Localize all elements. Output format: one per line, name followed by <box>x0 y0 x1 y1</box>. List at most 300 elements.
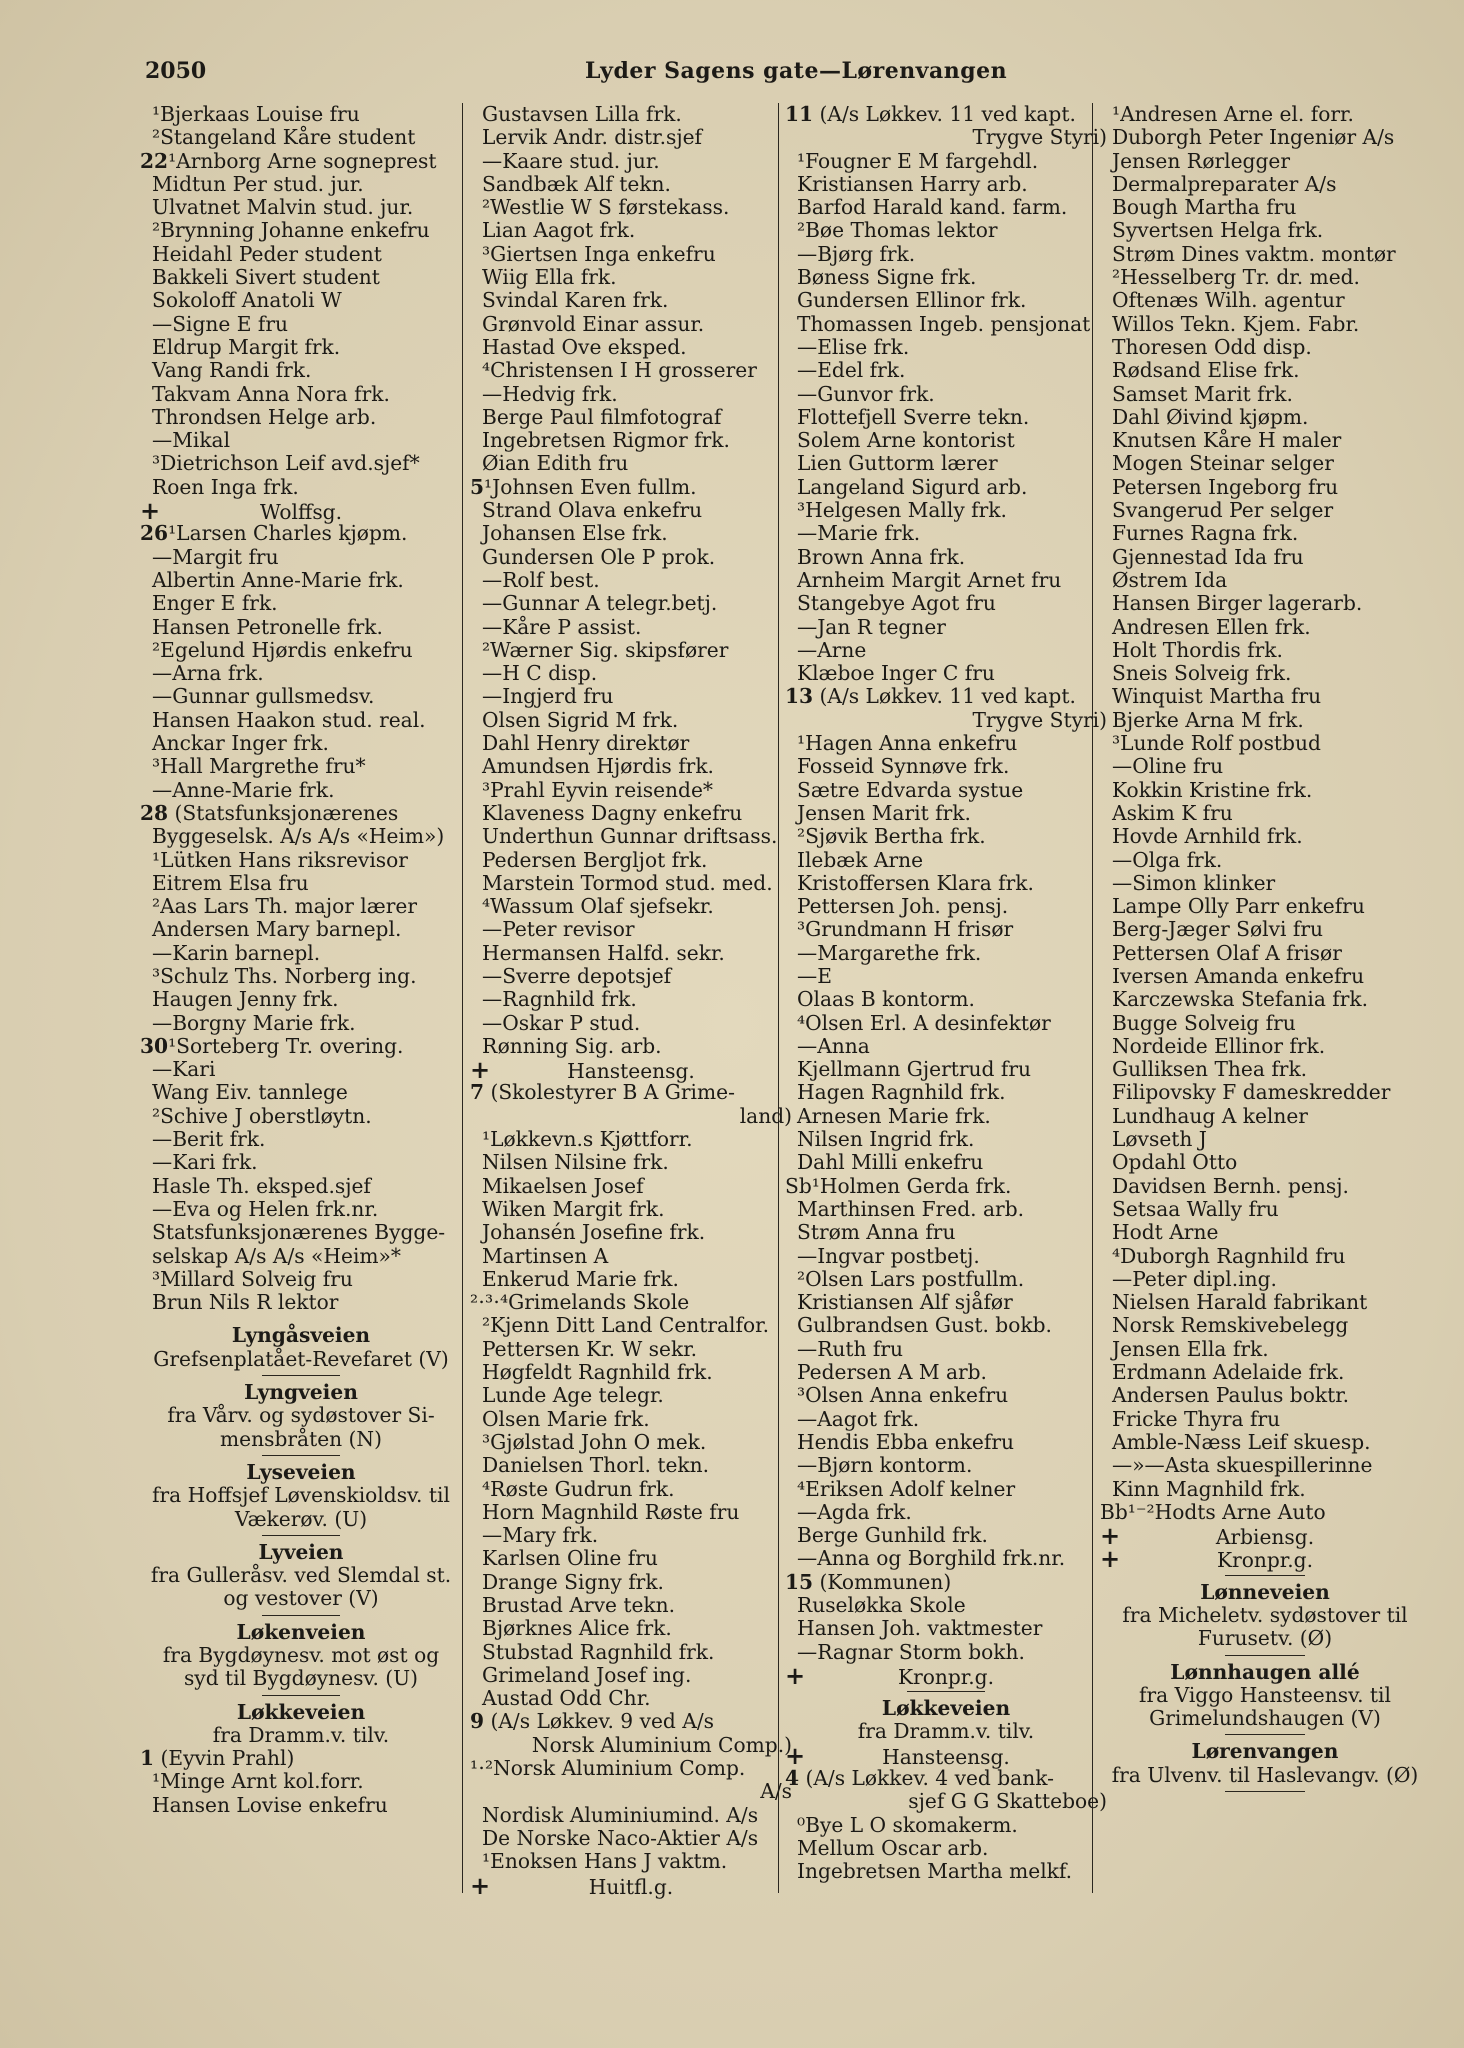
resident-entry: ⁴Christensen I H grosserer <box>482 358 757 383</box>
resident-entry: Berge Paul filmfotograf <box>482 404 722 429</box>
resident-entry: Ruseløkka Skole <box>797 1593 966 1617</box>
resident-entry: —Bjørn kontorm. <box>797 1453 973 1478</box>
resident-entry: —Arne <box>797 637 867 662</box>
resident-entry: Klæboe Inger C fru <box>797 661 995 686</box>
resident-entry: Kjellmann Gjertrud fru <box>797 1057 1032 1082</box>
resident-entry: —H C disp. <box>482 661 598 686</box>
entry-continuation: Trygve Styri) <box>972 707 1107 732</box>
building-number: 28 <box>140 800 169 825</box>
resident-entry: ⁴Duborgh Ragnhild fru <box>1112 1243 1346 1268</box>
resident-entry: Throndsen Helge arb. <box>152 404 377 429</box>
resident-entry: ³Millard Solveig fru <box>152 1266 353 1291</box>
resident-entry: Holt Thordis frk. <box>1112 637 1283 662</box>
resident-entry: Roen Inga frk. <box>152 474 299 499</box>
resident-entry: —»—Asta skuespillerinne <box>1112 1453 1373 1478</box>
resident-entry: Jensen Marit frk. <box>797 800 971 825</box>
resident-entry: Gulbrandsen Gust. bokb. <box>797 1313 1052 1338</box>
building-number-entry: 11 (A/s Løkkev. 11 ved kapt. <box>785 102 1076 126</box>
resident-entry: Kokkin Kristine frk. <box>1112 777 1313 802</box>
resident-entry: Davidsen Bernh. pensj. <box>1112 1173 1349 1198</box>
cross-icon: + <box>785 1660 806 1690</box>
resident-entry: ³Helgesen Mally frk. <box>797 498 1007 523</box>
resident-entry: Wiig Ella frk. <box>482 265 617 290</box>
resident-entry: Jensen Ella frk. <box>1112 1336 1269 1361</box>
resident-entry: Johansén Josefine frk. <box>482 1220 706 1245</box>
resident-entry: —Signe E fru <box>152 311 289 336</box>
resident-entry: Nordeide Ellinor frk. <box>1112 1033 1326 1058</box>
resident-entry: Bjørknes Alice frk. <box>482 1616 672 1641</box>
resident-entry: —Simon klinker <box>1112 870 1276 895</box>
resident-entry: —Borgny Marie frk. <box>152 1010 356 1035</box>
resident-entry: —Mary frk. <box>482 1523 599 1548</box>
resident-entry: Amble-Næss Leif skuesp. <box>1112 1429 1371 1454</box>
resident-entry: —Kari <box>152 1057 216 1082</box>
resident-entry: Eldrup Margit frk. <box>152 334 341 359</box>
resident-entry: Stangebye Agot fru <box>797 591 996 616</box>
street-description: Grefsenplatået-Revefaret (V) <box>153 1346 449 1371</box>
street-description: fra Dramm.v. tilv. <box>857 1719 1035 1744</box>
street-heading: Løkenveien <box>236 1619 366 1644</box>
resident-entry: Hovde Arnhild frk. <box>1112 824 1303 849</box>
building-number-entry: 26¹Larsen Charles kjøpm. <box>140 521 408 546</box>
resident-entry: Pettersen Kr. W sekr. <box>482 1336 698 1361</box>
street-heading: Løkkeveien <box>881 1696 1011 1721</box>
resident-entry: Setsaa Wally fru <box>1112 1196 1279 1221</box>
building-number-entry: 15 (Kommunen) <box>785 1569 952 1594</box>
resident-entry: Thomassen Ingeb. pensjonat <box>797 311 1091 336</box>
resident-entry: Petersen Ingeborg fru <box>1112 474 1339 499</box>
resident-entry: Solem Arne kontorist <box>797 428 1015 453</box>
resident-entry: selskap A/s A/s «Heim»* <box>152 1243 401 1268</box>
resident-entry: Byggeselsk. A/s A/s «Heim») <box>152 824 445 849</box>
resident-entry: Karlsen Oline fru <box>482 1546 658 1571</box>
resident-entry: ¹Enoksen Hans J vaktm. <box>482 1849 728 1874</box>
section-divider <box>140 1371 462 1381</box>
resident-entry: Rødsand Elise frk. <box>1112 358 1300 383</box>
resident-entry: —Gunnar A telegr.betj. <box>482 591 718 616</box>
resident-entry: Winquist Martha fru <box>1112 684 1322 709</box>
resident-entry: Pedersen Bergljot frk. <box>482 847 708 872</box>
resident-entry: ³Dietrichson Leif avd.sjef* <box>152 451 420 476</box>
building-number-entry: 28 (Statsfunksjonærenes <box>140 800 399 825</box>
cross-street-name: Huitfl.g. <box>588 1874 674 1899</box>
resident-entry: Lian Aagot frk. <box>482 218 636 243</box>
resident-entry: ⁴Olsen Erl. A desinfektør <box>797 1010 1051 1035</box>
resident-entry: Vang Randi frk. <box>152 358 312 383</box>
building-number-entry: 13 (A/s Løkkev. 11 ved kapt. <box>785 684 1076 709</box>
resident-entry: Løvseth J <box>1112 1127 1207 1152</box>
street-description: fra Dramm.v. tilv. <box>212 1722 390 1747</box>
street-heading: Lyngveien <box>244 1380 358 1405</box>
street-heading: Lyseveien <box>246 1459 356 1484</box>
resident-entry: Danielsen Thorl. tekn. <box>482 1453 710 1478</box>
resident-entry: ¹Løkkevn.s Kjøttforr. <box>482 1127 693 1152</box>
resident-entry: ²Stangeland Kåre student <box>152 125 416 150</box>
column-2 <box>470 102 792 1900</box>
cross-street-name: Kronpr.g. <box>1217 1548 1313 1573</box>
resident-entry: ²Westlie W S førstekass. <box>482 195 730 220</box>
resident-entry: ²Bøe Thomas lektor <box>797 218 998 243</box>
resident-entry: Enger E frk. <box>152 591 278 616</box>
resident-entry: ¹Hagen Anna enkefru <box>797 731 1018 756</box>
cross-street-name: Wolffsg. <box>259 500 343 525</box>
resident-entry: Arnesen Marie frk. <box>797 1103 991 1128</box>
resident-entry: Albertin Anne-Marie frk. <box>152 567 404 592</box>
cross-street <box>785 1660 1107 1690</box>
resident-entry: —Rolf best. <box>482 567 600 592</box>
resident-entry: —Aagot frk. <box>797 1406 920 1431</box>
resident-entry: Marstein Tormod stud. med. <box>482 870 773 895</box>
section-divider <box>140 1611 462 1621</box>
resident-entry: Øian Edith fru <box>482 451 629 476</box>
building-number-entry: 7 (Skolestyrer B A Grime- <box>470 1080 735 1105</box>
resident-entry: Lampe Olly Parr enkefru <box>1112 894 1365 919</box>
resident-entry: Hendis Ebba enkefru <box>797 1429 1014 1454</box>
column-3 <box>785 103 1107 1884</box>
cross-icon: + <box>1100 1544 1121 1574</box>
resident-entry: Hasle Th. eksped.sjef <box>152 1173 371 1198</box>
resident-entry: Brown Anna frk. <box>797 544 966 569</box>
entry-continuation: sjef G G Skatteboe) <box>908 1789 1107 1814</box>
resident-entry: Iversen Amanda enkefru <box>1112 963 1365 988</box>
resident-entry: —Oline fru <box>1112 754 1224 779</box>
resident-entry: Andresen Ellen frk. <box>1112 614 1311 639</box>
resident-entry: —Mikal <box>152 428 231 453</box>
resident-entry: Olsen Marie frk. <box>482 1406 650 1431</box>
resident-entry: Klaveness Dagny enkefru <box>482 800 743 825</box>
resident-entry: ¹Andresen Arne el. forr. <box>1112 102 1354 126</box>
resident-entry: Bøness Signe frk. <box>797 265 977 290</box>
resident-entry: Jensen Rørlegger <box>1112 148 1290 173</box>
resident-entry: Strøm Dines vaktm. montør <box>1112 241 1396 266</box>
resident-entry: Gulliksen Thea frk. <box>1112 1057 1308 1082</box>
resident-entry: —Oskar P stud. <box>482 1010 641 1035</box>
building-number: 7 <box>470 1080 485 1105</box>
resident-entry: —Elise frk. <box>797 334 910 359</box>
resident-entry: Hodt Arne <box>1112 1220 1219 1245</box>
resident-entry: ²Egelund Hjørdis enkefru <box>152 637 413 662</box>
resident-entry: Berge Gunhild frk. <box>797 1523 988 1548</box>
cross-street <box>785 1740 1107 1770</box>
street-heading: Lørenvangen <box>1191 1739 1339 1764</box>
resident-entry: ³Lunde Rolf postbud <box>1112 731 1321 756</box>
resident-entry: Wiken Margit frk. <box>482 1196 665 1221</box>
resident-entry: ³Hall Margrethe fru* <box>152 754 366 779</box>
resident-entry: ¹Lütken Hans riksrevisor <box>152 847 408 872</box>
section-divider <box>1100 1730 1430 1740</box>
resident-entry: Bough Martha fru <box>1112 195 1297 220</box>
resident-entry: Eitrem Elsa fru <box>152 870 309 895</box>
cross-icon: + <box>470 1055 491 1085</box>
building-number: 9 <box>470 1709 485 1734</box>
resident-entry: ¹Fougner E M fargehdl. <box>797 148 1039 173</box>
resident-entry: Kristoffersen Klara frk. <box>797 870 1034 895</box>
resident-entry: Heidahl Peder student <box>152 241 382 266</box>
resident-entry: Austad Odd Chr. <box>482 1686 651 1711</box>
resident-entry: Marthinsen Fred. arb. <box>797 1196 1025 1221</box>
resident-entry: Hermansen Halfd. sekr. <box>482 940 725 965</box>
resident-entry: —Anna og Borghild frk.nr. <box>797 1546 1066 1571</box>
building-number-entry: 22¹Arnborg Arne sogneprest <box>140 148 437 173</box>
resident-entry: —Peter dipl.ing. <box>1112 1266 1277 1291</box>
cross-street-name: Hansteensg. <box>882 1744 1010 1769</box>
resident-entry: Horn Magnhild Røste fru <box>482 1499 740 1524</box>
street-heading: Lønneveien <box>1200 1579 1330 1604</box>
page-header <box>145 58 1295 92</box>
street-description: fra Ulvenv. til Haslevangv. (Ø) <box>1111 1762 1419 1787</box>
cross-street <box>470 1870 792 1900</box>
resident-entry: —Berit frk. <box>152 1127 266 1152</box>
section-divider <box>140 1451 462 1461</box>
building-number: 13 <box>785 684 814 709</box>
resident-entry: Sandbæk Alf tekn. <box>482 171 671 196</box>
resident-entry: —Kåre P assist. <box>482 614 642 639</box>
resident-entry: ³Giertsen Inga enkefru <box>482 241 716 266</box>
resident-entry: Knutsen Kåre H maler <box>1112 428 1342 453</box>
resident-entry: ¹Bjerkaas Louise fru <box>152 102 360 126</box>
resident-entry: Kristiansen Alf sjåfør <box>797 1290 1013 1315</box>
resident-entry: Johansen Else frk. <box>482 521 668 546</box>
resident-entry: Dahl Henry direktør <box>482 731 690 756</box>
resident-entry: Duborgh Peter Ingeniør A/s <box>1112 125 1395 150</box>
street-description: fra Bygdøynesv. mot øst og <box>162 1643 440 1667</box>
resident-entry: Hagen Ragnhild frk. <box>797 1080 1006 1105</box>
resident-entry: Takvam Anna Nora frk. <box>152 381 390 406</box>
section-divider <box>140 1691 462 1701</box>
resident-entry: Amundsen Hjørdis frk. <box>482 754 714 779</box>
section-divider <box>140 1531 462 1541</box>
resident-entry: Barfod Harald kand. farm. <box>797 195 1068 220</box>
resident-entry: ²Schive J oberstløytn. <box>152 1103 372 1128</box>
street-description: fra Gulleråsv. ved Slemdal st. <box>150 1563 452 1588</box>
resident-entry: Andersen Paulus boktr. <box>1112 1383 1350 1408</box>
resident-entry: —Jan R tegner <box>797 614 946 639</box>
resident-entry: —Gunvor frk. <box>797 381 935 406</box>
street-description: fra Hoffsjef Løvenskioldsv. til <box>152 1483 450 1508</box>
resident-entry: ⁴Eriksen Adolf kelner <box>797 1476 1016 1501</box>
cross-icon: + <box>140 496 161 526</box>
resident-entry: —Agda frk. <box>797 1499 912 1524</box>
resident-entry: Kristiansen Harry arb. <box>797 171 1028 196</box>
resident-entry: Anckar Inger frk. <box>152 731 329 756</box>
building-number: 1 <box>140 1746 155 1771</box>
resident-entry: —Peter revisor <box>482 917 635 942</box>
resident-entry: Strøm Anna fru <box>797 1220 956 1245</box>
resident-entry: Berg-Jæger Sølvi fru <box>1112 917 1324 942</box>
building-number: 4 <box>785 1766 800 1791</box>
resident-entry: Filipovsky F dameskredder <box>1112 1080 1391 1105</box>
resident-entry: Bugge Solveig fru <box>1112 1010 1296 1035</box>
resident-entry: Mogen Steinar selger <box>1112 451 1334 476</box>
building-number: 22 <box>140 148 169 173</box>
resident-entry: Drange Signy frk. <box>482 1569 664 1594</box>
section-divider <box>785 1687 1107 1697</box>
resident-entry: Bakkeli Sivert student <box>152 265 380 290</box>
resident-entry: Hansen Joh. vaktmester <box>797 1616 1043 1641</box>
resident-entry: Høgfeldt Ragnhild frk. <box>482 1360 713 1385</box>
entry-continuation: land) <box>739 1103 792 1128</box>
building-number: 30 <box>140 1033 169 1058</box>
resident-entry: Ilebæk Arne <box>797 847 924 872</box>
resident-entry: Sokoloff Anatoli W <box>152 288 342 313</box>
resident-entry: Hansen Birger lagerarb. <box>1112 591 1363 616</box>
resident-entry: Ingebretsen Rigmor frk. <box>482 428 730 453</box>
building-number: 15 <box>785 1569 814 1594</box>
cross-street <box>1100 1544 1430 1574</box>
resident-entry: Norsk Remskivebelegg <box>1112 1313 1349 1338</box>
street-heading: Løkkeveien <box>236 1699 366 1724</box>
resident-entry: Nilsen Ingrid frk. <box>797 1127 975 1152</box>
resident-entry: ²Sjøvik Bertha frk. <box>797 824 986 849</box>
resident-entry: Andersen Mary barnepl. <box>152 917 402 942</box>
entry-continuation: Trygve Styri) <box>972 125 1107 150</box>
section-divider <box>1100 1787 1430 1797</box>
resident-entry: —Karin barnepl. <box>152 940 321 965</box>
resident-entry: Grimeland Josef ing. <box>482 1662 692 1687</box>
page-number: 2050 <box>145 58 207 84</box>
resident-entry: Langeland Sigurd arb. <box>797 474 1028 499</box>
resident-entry: Gundersen Ole P prok. <box>482 544 716 569</box>
resident-entry: Gustavsen Lilla frk. <box>482 102 682 126</box>
resident-entry: Ulvatnet Malvin stud. jur. <box>152 195 414 220</box>
resident-entry: —Anne-Marie frk. <box>152 777 335 802</box>
resident-entry: Thoresen Odd disp. <box>1112 334 1312 359</box>
cross-street-name: Arbiensg. <box>1215 1525 1315 1550</box>
resident-entry: Gjennestad Ida fru <box>1112 544 1304 569</box>
resident-entry: ²Kjenn Ditt Land Centralfor. <box>482 1313 769 1338</box>
resident-entry: Stubstad Ragnhild frk. <box>482 1639 715 1664</box>
resident-entry: Svindal Karen frk. <box>482 288 669 313</box>
resident-entry: Hansen Haakon stud. real. <box>152 707 426 732</box>
resident-entry: Askim K fru <box>1112 800 1233 825</box>
section-divider <box>1100 1651 1430 1661</box>
resident-entry: —Margit fru <box>152 544 279 569</box>
resident-entry: —Kaare stud. jur. <box>482 148 660 173</box>
resident-entry: Pedersen A M arb. <box>797 1360 987 1385</box>
resident-entry: ²Olsen Lars postfullm. <box>797 1266 1025 1291</box>
resident-entry: Rønning Sig. arb. <box>482 1033 662 1058</box>
resident-entry: ²Hesselberg Tr. dr. med. <box>1112 265 1360 290</box>
resident-entry: Martinsen A <box>482 1243 609 1268</box>
resident-entry: —Ingjerd fru <box>482 684 614 709</box>
resident-entry: —Ingvar postbetj. <box>797 1243 980 1268</box>
resident-entry: ²Wærner Sig. skipsfører <box>482 637 729 662</box>
resident-entry: Oftenæs Wilh. agentur <box>1112 288 1345 313</box>
resident-entry: Flottefjell Sverre tekn. <box>797 404 1030 429</box>
resident-entry: ¹Minge Arnt kol.forr. <box>152 1769 364 1794</box>
resident-entry: Wang Eiv. tannlege <box>152 1080 348 1105</box>
resident-entry: Midtun Per stud. jur. <box>152 171 364 196</box>
resident-entry: Erdmann Adelaide frk. <box>1112 1360 1345 1385</box>
resident-entry: Fosseid Synnøve frk. <box>797 754 1010 779</box>
cross-icon: + <box>785 1740 806 1770</box>
resident-entry: Enkerud Marie frk. <box>482 1266 679 1291</box>
resident-entry: Samset Marit frk. <box>1112 381 1293 406</box>
resident-entry: Arnheim Margit Arnet fru <box>797 567 1062 592</box>
resident-entry: ¹⋅²Norsk Aluminium Comp. <box>470 1756 746 1781</box>
resident-entry: Pettersen Olaf A frisør <box>1112 940 1342 965</box>
resident-entry: ⁴Wassum Olaf sjefsekr. <box>482 894 714 919</box>
resident-entry: Haugen Jenny frk. <box>152 987 339 1012</box>
column-1 <box>140 103 462 1817</box>
street-description: fra Viggo Hansteensv. til <box>1139 1682 1391 1707</box>
building-number-entry: 30¹Sorteberg Tr. overing. <box>140 1033 404 1058</box>
resident-entry: —Margarethe frk. <box>797 940 982 965</box>
resident-entry: ³Grundmann H frisør <box>797 917 1014 942</box>
resident-entry: —Ragnar Storm bokh. <box>797 1639 1025 1664</box>
resident-entry: Fricke Thyra fru <box>1112 1406 1281 1431</box>
cross-street <box>470 1055 792 1085</box>
resident-entry: Statsfunksjonærenes Bygge- <box>152 1220 446 1245</box>
street-heading: Lyngåsveien <box>231 1323 371 1348</box>
building-number: 26 <box>140 521 169 546</box>
resident-entry: Sb¹Holmen Gerda frk. <box>785 1173 1012 1198</box>
resident-entry: Dahl Milli enkefru <box>797 1150 984 1175</box>
entry-continuation: Norsk Aluminium Comp.) <box>531 1732 792 1757</box>
cross-icon: + <box>1100 1521 1121 1551</box>
cross-street <box>140 496 462 526</box>
resident-entry: Lunde Age telegr. <box>482 1383 664 1408</box>
street-heading: Lønnhaugen allé <box>1170 1659 1360 1684</box>
resident-entry: —Olga frk. <box>1112 847 1223 872</box>
resident-entry: ³Olsen Anna enkefru <box>797 1383 1009 1408</box>
section-divider <box>1100 1571 1430 1581</box>
cross-icon: + <box>470 1870 491 1900</box>
resident-entry: ³Gjølstad John O mek. <box>482 1429 707 1454</box>
building-number-entry: 1 (Eyvin Prahl) <box>140 1746 295 1771</box>
resident-entry: Lundhaug A kelner <box>1112 1103 1308 1128</box>
resident-entry: —E <box>797 963 832 988</box>
resident-entry: Sætre Edvarda systue <box>797 777 1024 802</box>
resident-entry: —Marie frk. <box>797 521 921 546</box>
resident-entry: Furnes Ragna frk. <box>1112 521 1299 546</box>
resident-entry: Karczewska Stefania frk. <box>1112 987 1369 1012</box>
resident-entry: Brustad Arve tekn. <box>482 1593 676 1617</box>
resident-entry: —Kari frk. <box>152 1150 258 1175</box>
resident-entry: Gundersen Ellinor frk. <box>797 288 1027 313</box>
resident-entry: Hansen Petronelle frk. <box>152 614 383 639</box>
resident-entry: ³Prahl Eyvin reisende* <box>482 777 713 802</box>
resident-entry: Lien Guttorm lærer <box>797 451 998 476</box>
resident-entry: ⁰Bye L O skomakerm. <box>797 1812 1018 1837</box>
resident-entry: —Ragnhild frk. <box>482 987 637 1012</box>
resident-entry: Nilsen Nilsine frk. <box>482 1150 669 1175</box>
resident-entry: ²Aas Lars Th. major lærer <box>152 894 417 919</box>
building-number: 11 <box>785 102 814 126</box>
page-title: Lyder Sagens gate—Lørenvangen <box>585 58 1008 84</box>
cross-street-name: Kronpr.g. <box>898 1664 994 1689</box>
resident-entry: —Ruth fru <box>797 1336 904 1361</box>
resident-entry: Mikaelsen Josef <box>482 1173 644 1198</box>
resident-entry: Mellum Oscar arb. <box>797 1835 989 1860</box>
street-description: og vestover (V) <box>223 1586 379 1611</box>
street-description: mensbråten (N) <box>220 1426 382 1451</box>
street-heading: Lyveien <box>258 1539 344 1564</box>
building-number-entry: 4 (A/s Løkkev. 4 ved bank- <box>785 1766 1054 1791</box>
resident-entry: Nordisk Aluminiumind. A/s <box>482 1802 759 1827</box>
resident-entry: Hansen Lovise enkefru <box>152 1792 388 1817</box>
resident-entry: —Hedvig frk. <box>482 381 618 406</box>
street-description: fra Vårv. og sydøstover Si- <box>167 1403 435 1428</box>
entry-continuation: A/s <box>760 1779 792 1804</box>
street-description: Vækerøv. (U) <box>234 1506 368 1531</box>
column-4 <box>1100 103 1430 1797</box>
resident-entry: Grønvold Einar assur. <box>482 311 705 336</box>
resident-entry: Nielsen Harald fabrikant <box>1112 1290 1368 1315</box>
resident-entry: Kinn Magnhild frk. <box>1112 1476 1306 1501</box>
resident-entry: De Norske Naco-Aktier A/s <box>482 1825 759 1850</box>
cross-street <box>1100 1521 1430 1551</box>
